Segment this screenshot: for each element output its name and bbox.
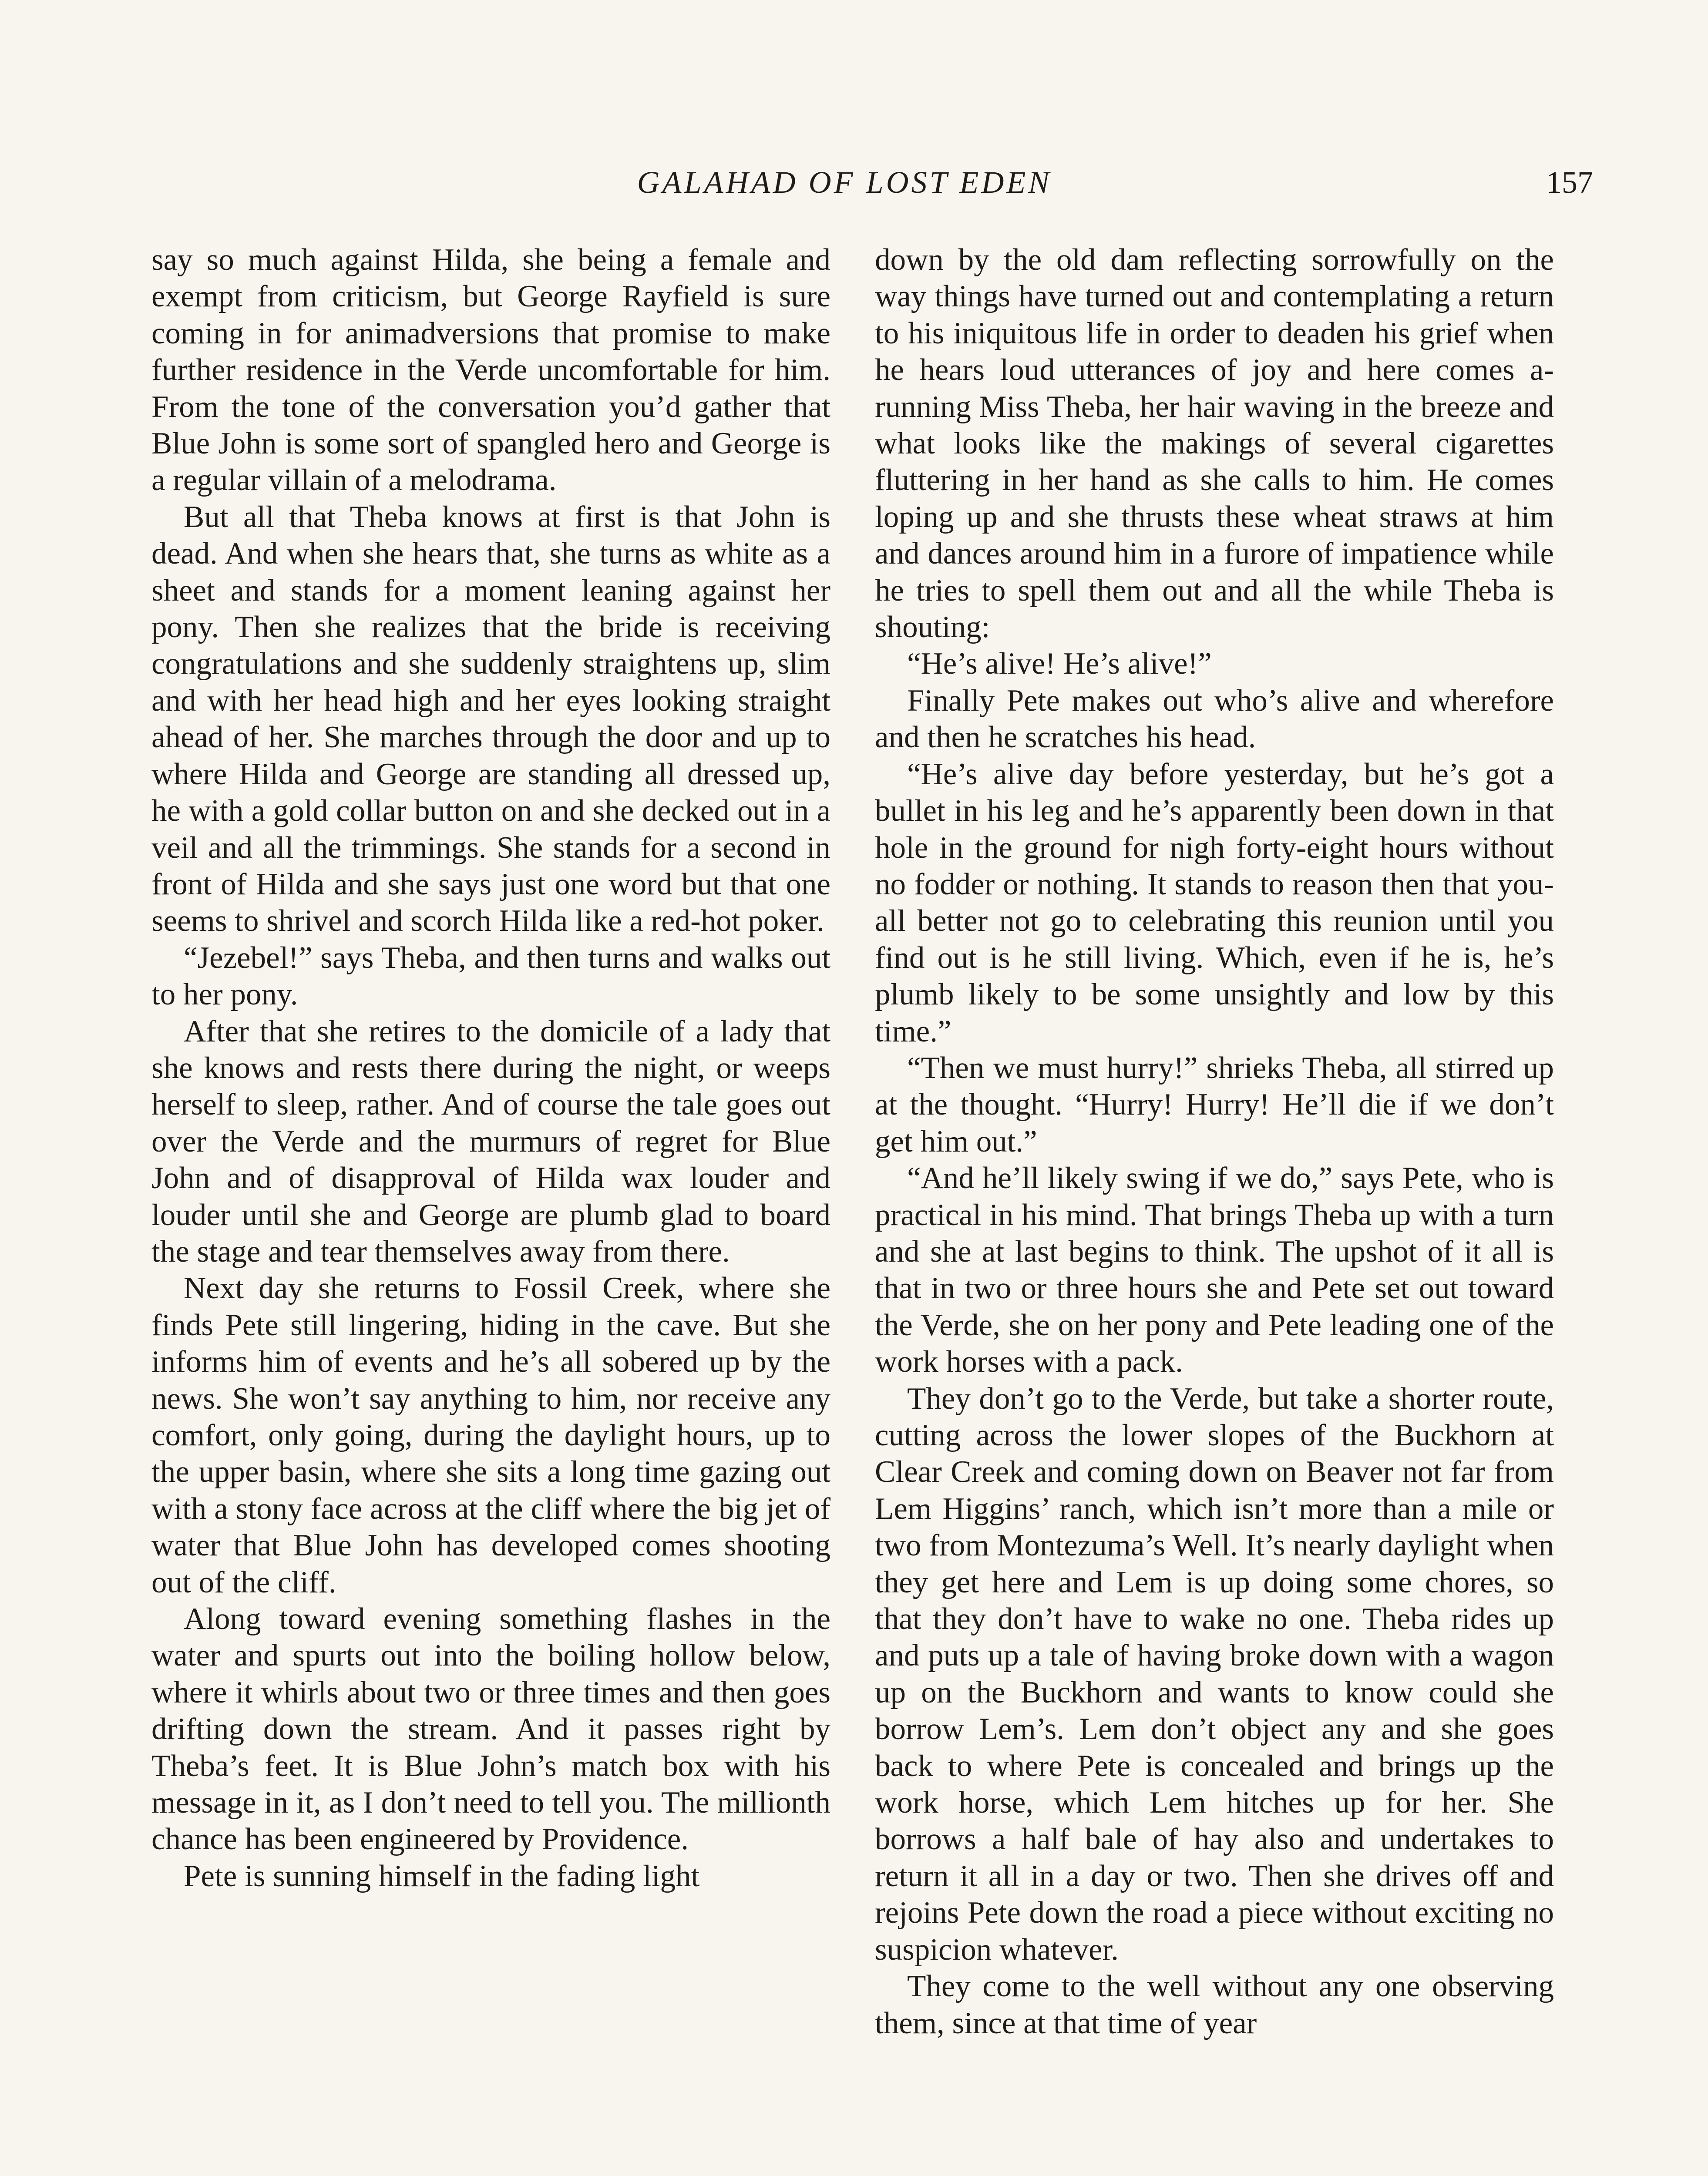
paragraph: “He’s alive! He’s alive!”: [907, 647, 1212, 681]
page-number: 157: [1546, 165, 1593, 200]
paragraph: “Then we must hurry!” shrieks Theba, all stirred up at the thought. “Hurry! Hurry! He’ll die if we don’t get him out.”: [875, 1051, 1554, 1159]
paragraph: Along toward evening something flashes in the water and spurts out into the boiling hollow below, where it whirls about two or three times and then goes drifting down the stream. And it passes right by Theba’s feet. It is Blue John’s match box with his message in it, as I don’t need to tell you. The millionth chance has been engineered by Providence.: [151, 1602, 830, 1857]
paragraph: They don’t go to the Verde, but take a shorter route, cutting across the lower slopes of the Buckhorn at Clear Creek and coming down on Beaver not far from Lem Higgins’ ranch, which isn’t more than a mile or two from Montezuma’s Well. It’s nearly daylight when they get here and Lem is up doing some chores, so that they don’t have to wake no one. Theba rides up and puts up a tale of having broke down with a wagon up on the Buckhorn and wants to know could she borrow Lem’s. Lem don’t object any and she goes back to where Pete is concealed and brings up the work horse, which Lem hitches up for her. She borrows a half bale of hay also and undertakes to return it all in a day or two. Then she drives off and rejoins Pete down the road a piece without exciting no suspicion whatever.: [875, 1381, 1554, 1967]
paragraph: “Jezebel!” says Theba, and then turns and walks out to her pony.: [151, 940, 830, 1012]
paragraph: Next day she returns to Fossil Creek, where she finds Pete still lingering, hiding in the cave. But she informs him of events and he’s all sobered up by the news. She won’t say anything to him, nor receive any comfort, only going, during the daylight hours, up to the upper basin, where she sits a long time gazing out with a stony face across at the cliff where the big jet of water that Blue John has developed comes shooting out of the cliff.: [151, 1271, 830, 1599]
left-text-column: [151, 242, 830, 1894]
paragraph: say so much against Hilda, she being a female and exempt from criticism, but George Rayfield is sure coming in for animadversions that promise to make further residence in the Verde uncomfortable for him. From the tone of the conversation you’d gather that Blue John is some sort of spangled hero and George is a regular villain of a melodrama.: [151, 243, 830, 497]
paragraph: Pete is sunning himself in the fading light: [184, 1859, 700, 1893]
paragraph: They come to the well without any one observing them, since at that time of year: [875, 1969, 1554, 2040]
paragraph: “And he’ll likely swing if we do,” says Pete, who is practical in his mind. That brings Theba up with a turn and she at last begins to think. The upshot of it all is that in two or three hours she and Pete set out toward the Verde, she on her pony and Pete leading one of the work horses with a pack.: [875, 1161, 1554, 1379]
paragraph: Finally Pete makes out who’s alive and wherefore and then he scratches his head.: [875, 683, 1554, 755]
paragraph: “He’s alive day before yesterday, but he’s got a bullet in his leg and he’s apparently been down in that hole in the ground for nigh forty-eight hours without no fodder or nothing. It stands to reason then that you-all better not go to celebrating this reunion until you find out is he still living. Which, even if he is, he’s plumb likely to be some unsightly and low by this time.”: [875, 757, 1554, 1048]
paragraph: down by the old dam reflecting sorrowfully on the way things have turned out and contemplating a return to his iniquitous life in order to deaden his grief when he hears loud utterances of joy and here comes a-running Miss Theba, her hair waving in the breeze and what looks like the makings of several cigarettes fluttering in her hand as she calls to him. He comes loping up and she thrusts these wheat straws at him and dances around him in a furore of impatience while he tries to spell them out and all the while Theba is shouting:: [875, 243, 1554, 645]
paragraph: But all that Theba knows at first is that John is dead. And when she hears that, she turns as white as a sheet and stands for a moment leaning against her pony. Then she realizes that the bride is receiving congratulations and she suddenly straightens up, slim and with her head high and her eyes looking straight ahead of her. She marches through the door and up to where Hilda and George are standing all dressed up, he with a gold collar button on and she decked out in a veil and all the trimmings. She stands for a second in front of Hilda and she says just one word but that one seems to shrivel and scorch Hilda like a red-hot poker.: [151, 500, 830, 938]
right-text-column: [875, 242, 1554, 2042]
running-title: GALAHAD OF LOST EDEN: [637, 165, 1052, 200]
paragraph: After that she retires to the domicile of a lady that she knows and rests there during the night, or weeps herself to sleep, rather. And of course the tale goes out over the Verde and the murmurs of regret for Blue John and of disapproval of Hilda wax louder and louder until she and George are plumb glad to board the stage and tear themselves away from there.: [151, 1014, 830, 1269]
